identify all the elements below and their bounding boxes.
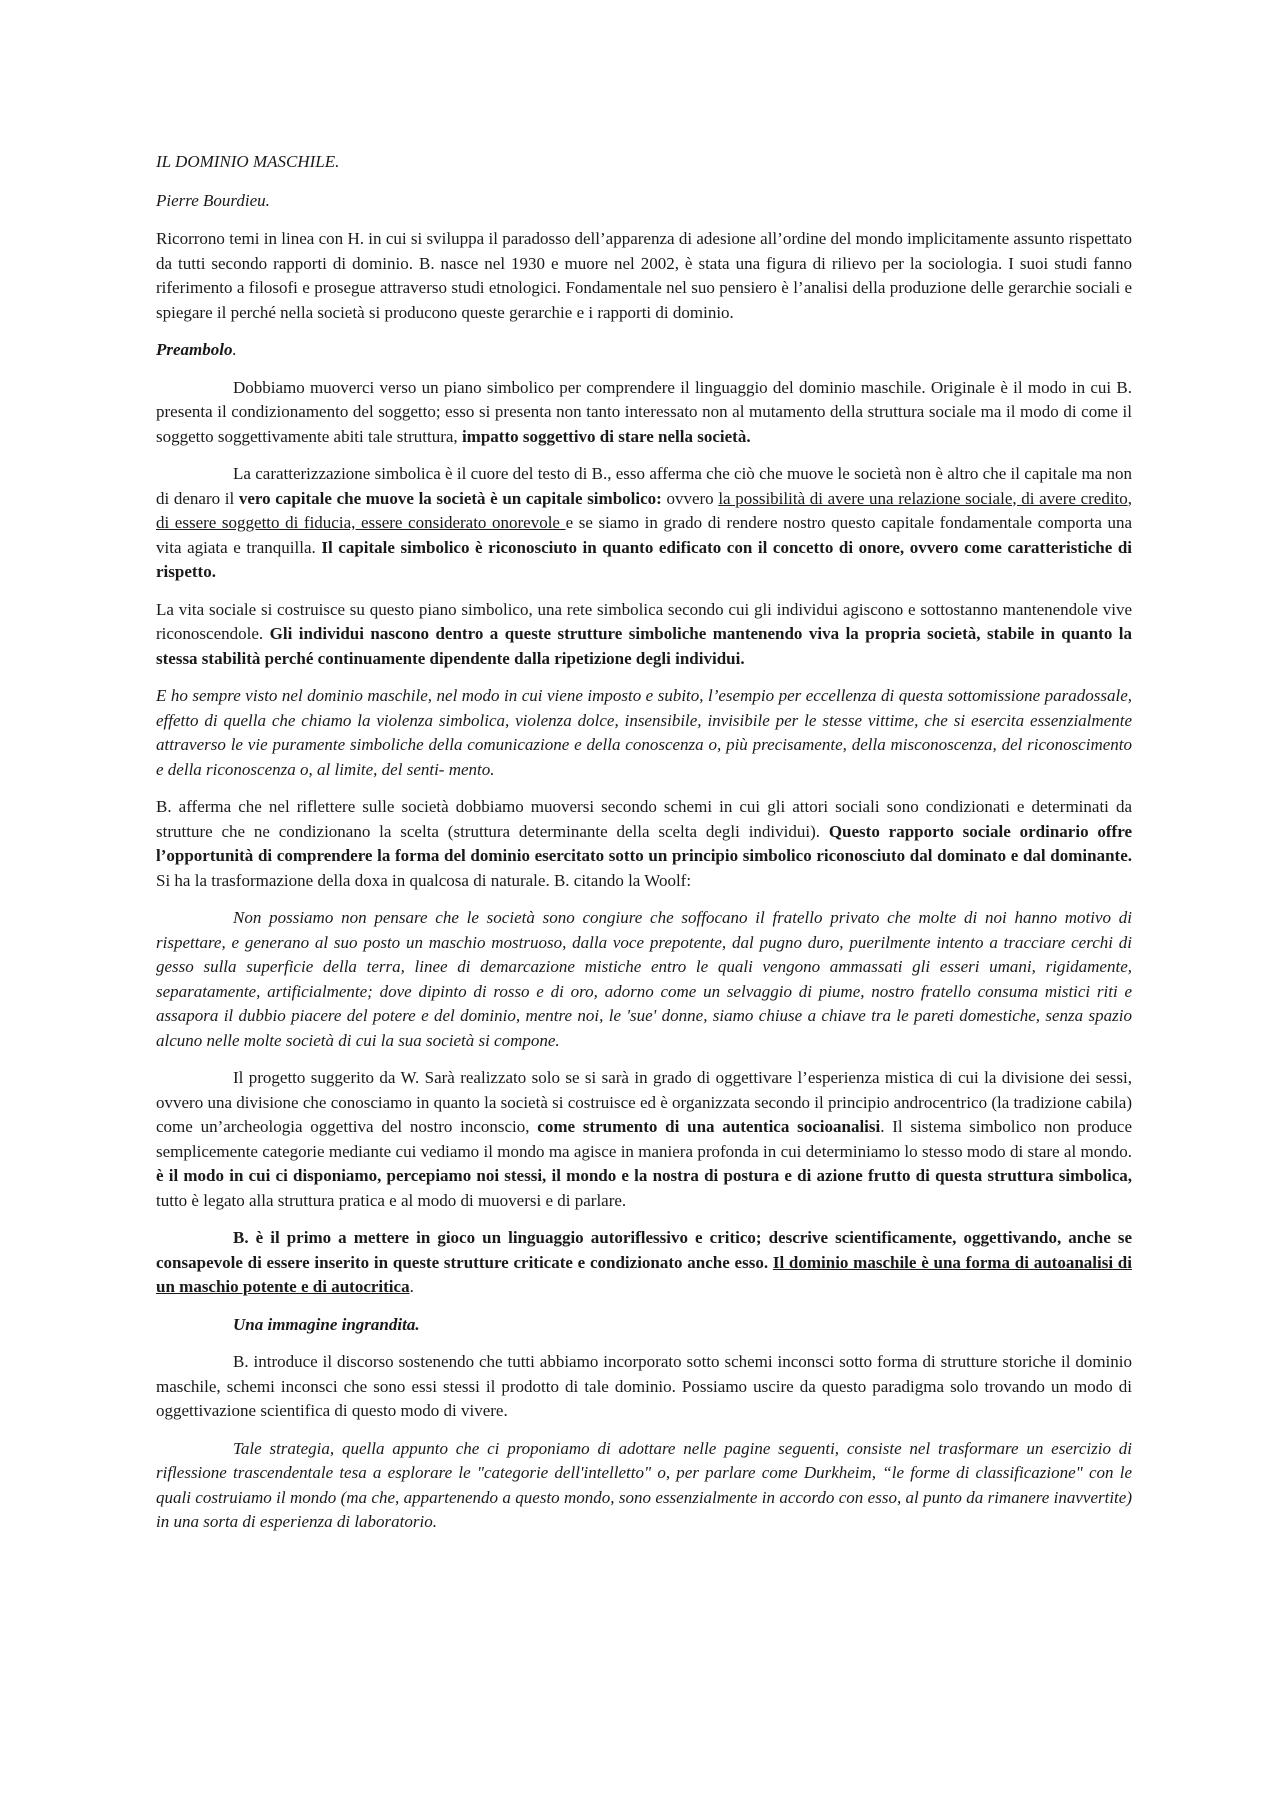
paragraph-1-text: Dobbiamo muoverci verso un piano simbolico per comprendere il linguaggio del dominio maschile. Originale è il modo in cui B. presenta il condizionamento del soggetto; esso si presenta non tanto interessato non al mutamento della struttura sociale ma il modo di come il soggetto soggettivamente abiti tale struttura, <box>156 377 1132 446</box>
document-author: Pierre Bourdieu. <box>156 190 270 210</box>
paragraph-1-bold: impatto soggettivo di stare nella società. <box>461 426 751 446</box>
paragraph-2 <box>156 462 1132 585</box>
paragraph-5 <box>156 1066 1132 1213</box>
paragraph-5-bold-2: è il modo in cui ci disponiamo, percepiamo noi stessi, il mondo e la nostra di postura e di azione frutto di questa struttura simbolica, <box>156 1166 1132 1185</box>
paragraph-5-c: . Il sistema simbolico non produce semplicemente categorie mediante cui vediamo il mondo ma agisce in maniera profonda in cui determiniamo lo stesso modo di stare al mondo. <box>156 1117 1132 1161</box>
paragraph-2-bold-2: Il capitale simbolico è riconosciuto in quanto edificato con il concetto di onore, ovvero come caratteristiche di rispetto. <box>156 537 1133 581</box>
paragraph-5-bold-1: come strumento di una autentica socioanalisi <box>537 1117 881 1136</box>
paragraph-2-e: e se siamo in grado di rendere nostro questo capitale fondamentale comporta una vita agiata e tranquilla. <box>156 513 1132 557</box>
section-heading-dot: . <box>232 340 237 359</box>
section-heading-immagine: Una immagine ingrandita. <box>233 1314 420 1334</box>
paragraph-6-bold-underline: Il dominio maschile è una forma di autoanalisi di un maschio potente e di autocritica <box>156 1252 1132 1296</box>
paragraph-4-a: B. afferma che nel riflettere sulle società dobbiamo muoversi secondo schemi in cui gli attori sociali sono condizionati e determinati da strutture che ne condizionano la scelta (struttura determinante della scelta degli individui). <box>156 797 1132 841</box>
document-body <box>156 150 1132 1548</box>
section-heading-text: Preambolo <box>156 340 233 359</box>
intro-paragraph: Ricorrono temi in linea con H. in cui si sviluppa il paradosso dell’apparenza di adesione all’ordine del mondo implicitamente assunto rispettato da tutti secondo rapporti di dominio. B. nasce nel 1930 e muore nel 2002, è stata una figura di rilievo per la sociologia. I suoi studi fanno riferimento a filosofi e prosegue attraverso studi etnologici. Fondamentale nel suo pensiero è l’analisi della produzione delle gerarchie sociali e spiegare il perché nella società si producono queste gerarchie e i rapporti di dominio. <box>156 229 1132 322</box>
paragraph-5-a: Il progetto suggerito da W. Sarà realizzato solo se si sarà in grado di oggettivare l’esperienza mistica di cui la divisione dei sessi, ovvero una divisione che conosciamo in quanto la società si costruisce ed è organizzata secondo il principio androcentrico (la tradizione cabila) come un’archeologia oggettiva del nostro inconscio, <box>156 1068 1132 1136</box>
paragraph-4 <box>156 795 1132 893</box>
paragraph-3 <box>156 598 1132 672</box>
paragraph-4-bold: Questo rapporto sociale ordinario offre l’opportunità di comprendere la forma del dominio esercitato sotto un principio simbolico riconosciuto dal dominato e dal dominante. <box>156 821 1132 865</box>
paragraph-1 <box>156 376 1132 450</box>
paragraph-3-bold: Gli individui nascono dentro a queste strutture simboliche mantenendo viva la propria società, stabile in quanto la stessa stabilità perché continuamente dipendente dalla ripetizione degli individui. <box>156 624 1133 668</box>
quote-2: Non possiamo non pensare che le società sono congiure che soffocano il fratello privato che molte di noi hanno motivo di rispettare, e generano al suo posto un maschio mostruoso, dalla voce prepotente, dal pugno duro, puerilmente intento a tracciare cerchi di gesso sulla superficie della terra, linee di demarcazione mistiche entro le quali vengono ammassati gli esseri umani, rigidamente, separatamente, artificialmente; dove dipinto di rosso e di oro, adorno come un selvaggio di piume, nostro fratello consuma mistici riti e assapora il dubbio piacere del potere e del dominio, mentre noi, le 'sue' donne, siamo chiuse a chiave tra le pareti domestiche, senza spazio alcuno nelle molte società di cui la sua società si compone. <box>156 908 1132 1050</box>
paragraph-5-e: tutto è legato alla struttura pratica e al modo di muoversi e di parlare. <box>156 1190 627 1210</box>
paragraph-4-c: Si ha la trasformazione della doxa in qualcosa di naturale. B. citando la Woolf: <box>156 870 692 890</box>
paragraph-2-c: ovvero <box>661 488 719 508</box>
paragraph-2-a: La caratterizzazione simbolica è il cuore del testo di B., esso afferma che ciò che muove le società non è altro che il capitale ma non di denaro il <box>156 464 1132 508</box>
section-heading-preambolo <box>156 338 1132 363</box>
quote-3: Tale strategia, quella appunto che ci proponiamo di adottare nelle pagine seguenti, consiste nel trasformare un esercizio di riflessione trascendentale tesa a esplorare le "categorie dell'intelletto" o, per parlare come Durkheim, “le forme di classificazione" con le quali costruiamo il mondo (ma che, appartenendo a questo mondo, sono essenzialmente in accordo con esso, al punto da rimanere inavvertite) in una sorta di esperienza di laboratorio. <box>156 1438 1132 1531</box>
paragraph-2-underline: la possibilità di avere una relazione sociale, di avere credito, di essere soggetto di fiducia, essere considerato onorevole <box>156 488 1133 532</box>
paragraph-6-bold: B. è il primo a mettere in gioco un linguaggio autoriflessivo e critico; descrive scientificamente, oggettivando, anche se consapevole di essere inserito in queste strutture criticate e condizionato anche esso. <box>156 1228 1132 1272</box>
quote-1: E ho sempre visto nel dominio maschile, nel modo in cui viene imposto e subito, l’esempio per eccellenza di questa sottomissione paradossale, effetto di quella che chiamo la violenza simbolica, violenza dolce, insensibile, invisibile per le stesse vittime, che si esercita essenzialmente attraverso le vie puramente simboliche della comunicazione e della conoscenza o, più precisamente, della misconoscenza, del riconoscimento e della riconoscenza o, al limite, del senti- mento. <box>156 686 1132 779</box>
paragraph-3-a: La vita sociale si costruisce su questo piano simbolico, una rete simbolica secondo cui gli individui agiscono e sottostanno mantenendole vive riconoscendole. <box>156 599 1132 643</box>
paragraph-7: B. introduce il discorso sostenendo che tutti abbiamo incorporato sotto schemi inconsci sotto forma di strutture storiche il dominio maschile, schemi inconsci che sono essi stessi il prodotto di tale dominio. Possiamo uscire da questo paradigma solo trovando un modo di oggettivazione scientifica di questo modo di vivere. <box>156 1352 1132 1420</box>
paragraph-6-end: . <box>409 1277 414 1296</box>
paragraph-6 <box>156 1226 1132 1300</box>
paragraph-2-bold-1: vero capitale che muove la società è un capitale simbolico: <box>238 488 662 508</box>
document-title: IL DOMINIO MASCHILE. <box>156 152 340 171</box>
